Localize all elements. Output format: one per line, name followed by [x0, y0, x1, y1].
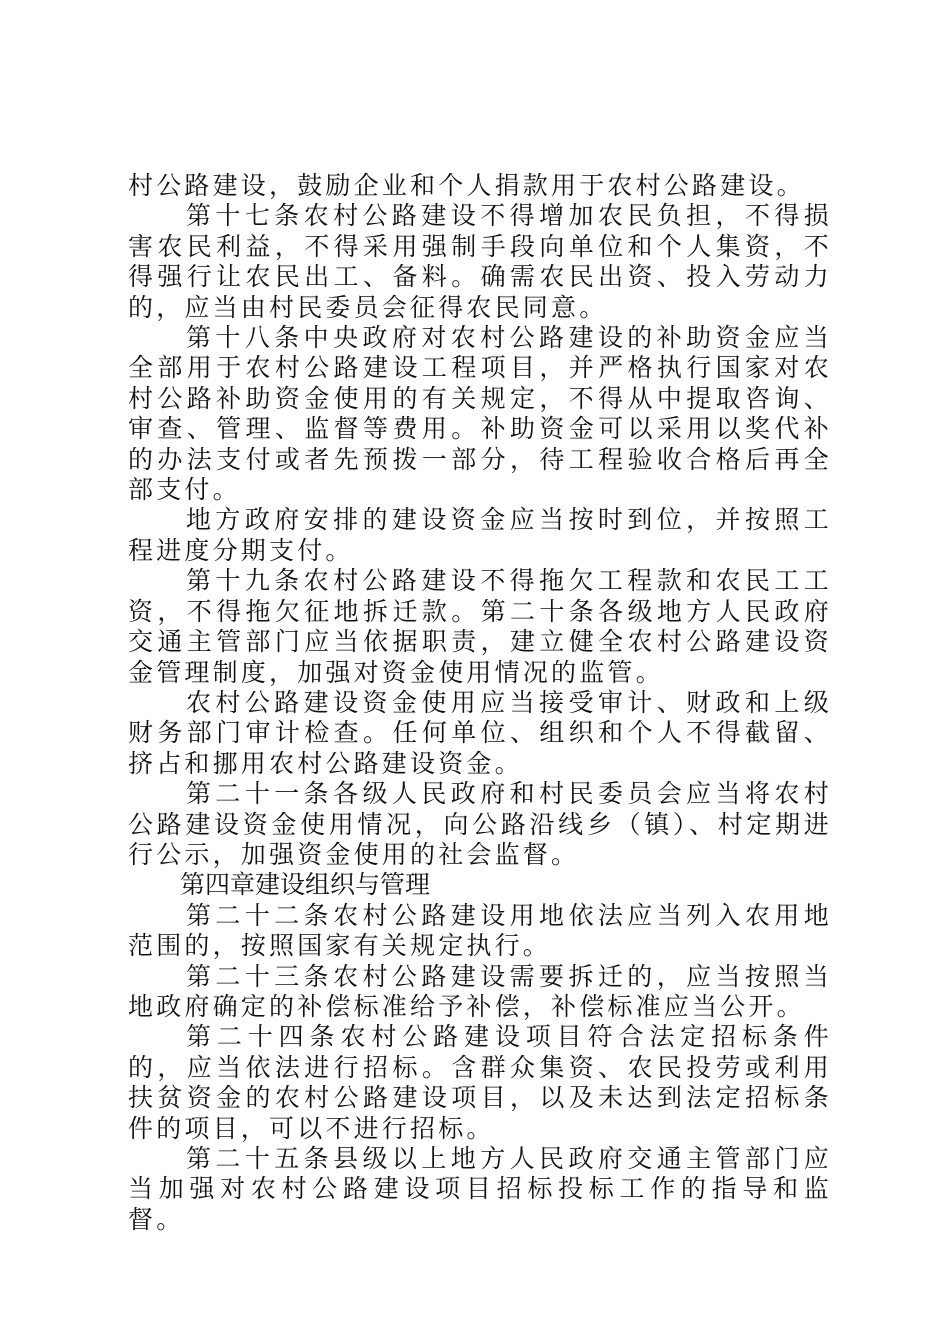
paragraph-article-21: 第二十一条各级人民政府和村民委员会应当将农村公路建设资金使用情况，向公路沿线乡（镇）、村定期进行公示，加强资金使用的社会监督。 [128, 779, 832, 869]
paragraph-article-23: 第二十三条农村公路建设需要拆迁的，应当按照当地政府确定的补偿标准给予补偿，补偿标准应当公开。 [128, 961, 832, 1021]
paragraph-article-19-20: 第十九条农村公路建设不得拖欠工程款和农民工工资，不得拖欠征地拆迁款。第二十条各级地方人民政府交通主管部门应当依据职责，建立健全农村公路建设资金管理制度，加强对资金使用情况的监管。 [128, 566, 832, 687]
paragraph-audit: 农村公路建设资金使用应当接受审计、财政和上级财务部门审计检查。任何单位、组织和个人不得截留、挤占和挪用农村公路建设资金。 [128, 687, 832, 778]
paragraph-article-25: 第二十五条县级以上地方人民政府交通主管部门应当加强对农村公路建设项目招标投标工作的指导和监督。 [128, 1144, 832, 1234]
paragraph-article-22: 第二十二条农村公路建设用地依法应当列入农用地范围的，按照国家有关规定执行。 [128, 900, 832, 961]
paragraph-local-funds: 地方政府安排的建设资金应当按时到位，并按照工程进度分期支付。 [128, 505, 832, 565]
document-body [128, 171, 832, 1235]
paragraph-article-24: 第二十四条农村公路建设项目符合法定招标条件的，应当依法进行招标。含群众集资、农民投劳或利用扶贫资金的农村公路建设项目，以及未达到法定招标条件的项目，可以不进行招标。 [128, 1022, 832, 1143]
paragraph-continuation: 村公路建设，鼓励企业和个人捐款用于农村公路建设。 [128, 171, 805, 200]
chapter-heading: 第四章建设组织与管理 [180, 870, 431, 900]
paragraph-article-18: 第十八条中央政府对农村公路建设的补助资金应当全部用于农村公路建设工程项目，并严格执行国家对农村公路补助资金使用的有关规定，不得从中提取咨询、审查、管理、监督等费用。补助资金可以采用以奖代补的办法支付或者先预拨一部分，待工程验收合格后再全部支付。 [128, 323, 832, 505]
paragraph-article-17: 第十七条农村公路建设不得增加农民负担，不得损害农民利益，不得采用强制手段向单位和个人集资，不得强行让农民出工、备料。确需农民出资、投入劳动力的，应当由村民委员会征得农民同意。 [128, 201, 832, 322]
